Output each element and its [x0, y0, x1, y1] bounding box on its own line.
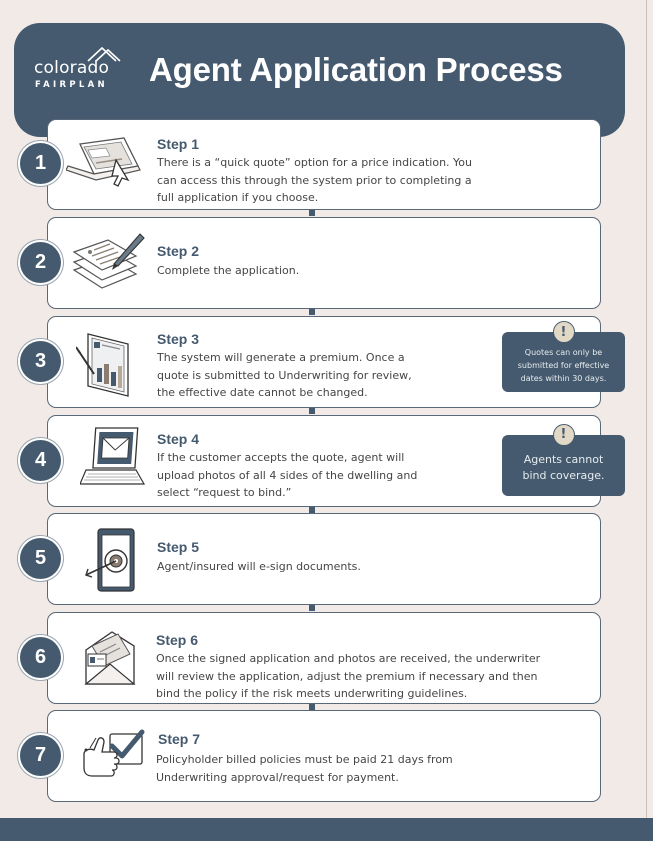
laptop-email-icon [80, 424, 146, 496]
step-description: Agent/insured will e-sign documents. [157, 560, 361, 573]
logo-subtitle: FAIRPLAN [35, 80, 108, 90]
step-title: Step 6 [156, 632, 199, 648]
laptop-cursor-icon [66, 136, 142, 188]
step-connector [309, 605, 315, 611]
page-edge-line [646, 0, 647, 841]
step-description: If the customer accepts the quote, agent will upload photos of all 4 sides of the dwelling and select “request to bind.” [157, 451, 418, 499]
step-description: Policyholder billed policies must be paid 21 days from Underwriting approval/request for payment. [156, 753, 453, 784]
step-title: Step 5 [157, 539, 200, 555]
page-title: Agent Application Process [149, 51, 563, 88]
step-title: Step 2 [157, 243, 200, 259]
step-title: Step 3 [157, 331, 200, 347]
step-title: Step 4 [157, 431, 200, 447]
brand-logo [34, 44, 120, 94]
exclamation-icon: ! [553, 424, 575, 446]
envelope-icon [82, 626, 138, 692]
documents-pen-icon [70, 230, 146, 296]
thumbs-up-check-icon [78, 728, 148, 784]
footer-bar [0, 818, 653, 841]
target-document-icon [84, 523, 140, 595]
step-description: Once the signed application and photos are received, the underwriter will review the application, adjust the premium if necessary and then bind the policy if the risk meets underwriting guidelines. [156, 652, 541, 700]
step-connector [309, 309, 315, 315]
step-title: Step 7 [158, 731, 201, 747]
logo-wordmark: colorado [34, 58, 110, 78]
step-connector [309, 210, 315, 216]
step-description: There is a “quick quote” option for a price indication. You can access this through the system prior to completing a full application if you choose. [157, 156, 472, 204]
step-title: Step 1 [157, 136, 200, 152]
step-number-badge: 5 [20, 538, 61, 579]
callout-note: ! Agents cannot bind coverage. [502, 435, 625, 496]
report-chart-icon [76, 330, 138, 398]
exclamation-icon: ! [553, 321, 575, 343]
step-number-badge: 2 [20, 242, 61, 283]
step-description: The system will generate a premium. Once a quote is submitted to Underwriting for review, the effective date cannot be changed. [157, 351, 412, 399]
step-number-badge: 3 [20, 341, 61, 382]
step-description: Complete the application. [157, 264, 300, 277]
callout-note: ! Quotes can only be submitted for effective dates within 30 days. [502, 332, 625, 392]
step-connector [309, 408, 315, 414]
step-number-badge: 4 [20, 440, 61, 481]
step-number-badge: 1 [20, 143, 61, 184]
step-number-badge: 6 [20, 637, 61, 678]
step-number-badge: 7 [20, 735, 61, 776]
